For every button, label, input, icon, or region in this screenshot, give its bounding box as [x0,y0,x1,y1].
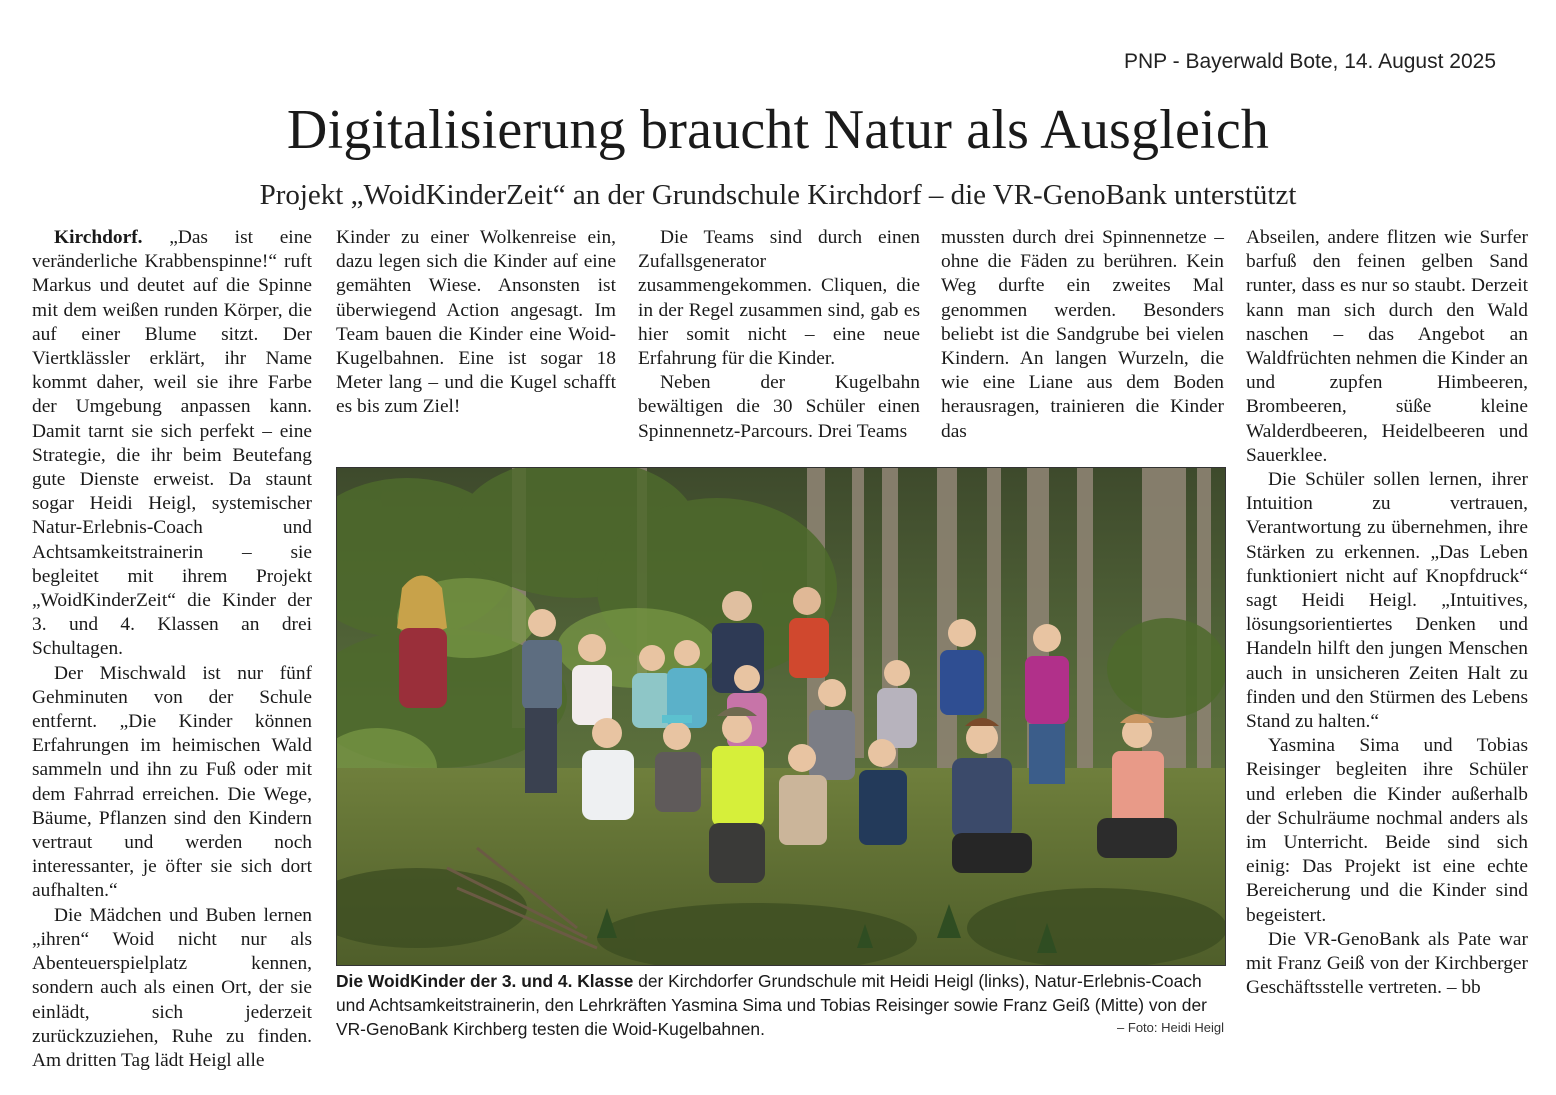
article-column-1 [32,226,312,1071]
article-column-4 [941,226,1224,441]
article-paragraph: Kinder zu einer Wolkenreise ein, dazu legen sich die Kinder auf eine gemähten Wiese. Ansonsten ist überwiegend Action angesagt. Im Team bauen die Kinder eine Woid-Kugelbahnen. Eine ist sogar 18 Meter lang – und die Kugel schafft es bis zum Ziel! [336,227,616,418]
source-line: PNP - Bayerwald Bote, 14. August 2025 [1123,50,1496,73]
article-paragraph: Die Schüler sollen lernen, ihrer Intuition zu vertrauen, Verantwortung zu übernehmen, ihre Stärken zu erkennen. „Das Leben funktioniert nicht auf Knopfdruck“ sagt Heidi Heigl. „Intuitives, lösungsorientiertes Denken und Handeln hilft den jungen Menschen auch in unsicheren Zeiten Halt zu finden und den Stürmen des Lebens Stand zu halten.“ [1246,469,1528,733]
article-paragraph: Yasmina Sima und Tobias Reisinger begleiten ihre Schüler und erleben die Kinder außerhalb der Schulräume nochmal anders als im Unterricht. Beide sind sich einig: Das Projekt ist eine echte Bereicherung und die Kinder sind begeistert. [1246,735,1528,926]
article-paragraph: Der Mischwald ist nur fünf Gehminuten von der Schule entfernt. „Die Kinder können Erfahrungen im heimischen Wald sammeln und ihn zu Fuß oder mit dem Fahrrad erreichen. Die Wege, Bäume, Pflanzen sind den Kindern vertraut und werden noch interessanter, je öfter sie sich dort aufhalten.“ [32,662,312,902]
group-photo [336,467,1226,966]
caption-lead: Die WoidKinder der 3. und 4. Klasse [336,971,634,991]
article-paragraph: Die Teams sind durch einen Zufallsgenerator zusammengekommen. Cliquen, die in der Regel zusammen sind, gab es hier somit nicht – eine neue Erfahrung für die Kinder. [638,227,920,370]
dateline: Kirchdorf. [54,227,143,248]
paragraph-text: „Das ist eine veränderliche Krabbenspinne!“ ruft Markus und deutet auf die Spinne mit dem weißen runden Körper, die auf einer Blume sitzt. Der Viertklässler erklärt, ihr Name kommt daher, weil sie ihre Farbe der Umgebung anpassen kann. Damit tarnt sie sich perfekt – eine Strategie, die ihr beim Beutefang gute Dienste erweist. Da staunt sogar Heidi Heigl, systemischer Natur-Erlebnis-Coach und Achtsamkeitstrainerin – sie begleitet mit ihrem Projekt „WoidKinderZeit“ die Kinder der 3. und 4. Klassen an drei Schultagen. [32,227,312,660]
headline: Digitalisierung braucht Natur als Ausgleich [286,99,1270,161]
article-column-2 [336,226,616,441]
forest-group-photo-illustration [337,468,1225,965]
article-paragraph: Abseilen, andere flitzen wie Surfer barfuß den feinen gelben Sand runter, dass es nur so staubt. Derzeit kann man sich durch den Wald naschen – das Angebot an Waldfrüchten nehmen die Kinder an und zupfen Himbeeren, Brombeeren, süße kleine Walderdbeeren, Heidelbeeren und Sauerklee. [1246,227,1528,466]
article-paragraph: Neben der Kugelbahn bewältigen die 30 Schüler einen Spinnennetz-Parcours. Drei Teams [638,372,920,442]
article-column-5 [1246,226,1528,1046]
photo-credit: – Foto: Heidi Heigl [1117,1020,1224,1035]
article-paragraph [32,226,312,662]
caption-text: der Kirchdorfer Grundschule mit Heidi Heigl (links), Natur-Erlebnis-Coach und Achtsamkeitstrainerin, den Lehrkräften Yasmina Sima und Tobias Reisinger sowie Franz Geiß (Mitte) von der VR-GenoBank Kirchberg testen die Woid-Kugelbahnen. [336,971,1207,1039]
article-column-3 [638,226,920,441]
photo-caption [336,969,1224,1041]
subheadline: Projekt „WoidKinderZeit“ an der Grundschule Kirchdorf – die VR-GenoBank unterstützt [259,179,1297,211]
article-paragraph: Die Mädchen und Buben lernen „ihren“ Woid nicht nur als Abenteuerspielplatz kennen, sondern auch als einen Ort, der sie einlädt, sich jederzeit zurückzuziehen, Ruhe zu finden. Am dritten Tag lädt Heigl alle [32,904,312,1071]
article-paragraph: mussten durch drei Spinnennetze – ohne die Fäden zu berühren. Kein Weg durfte ein zweites Mal genommen werden. Besonders beliebt ist die Sandgrube bei vielen Kindern. An langen Wurzeln, die wie eine Liane aus dem Boden herausragen, trainieren die Kinder das [941,227,1224,442]
article-paragraph: Die VR-GenoBank als Pate war mit Franz Geiß von der Kirchberger Geschäftsstelle vertreten. – bb [1246,928,1528,999]
